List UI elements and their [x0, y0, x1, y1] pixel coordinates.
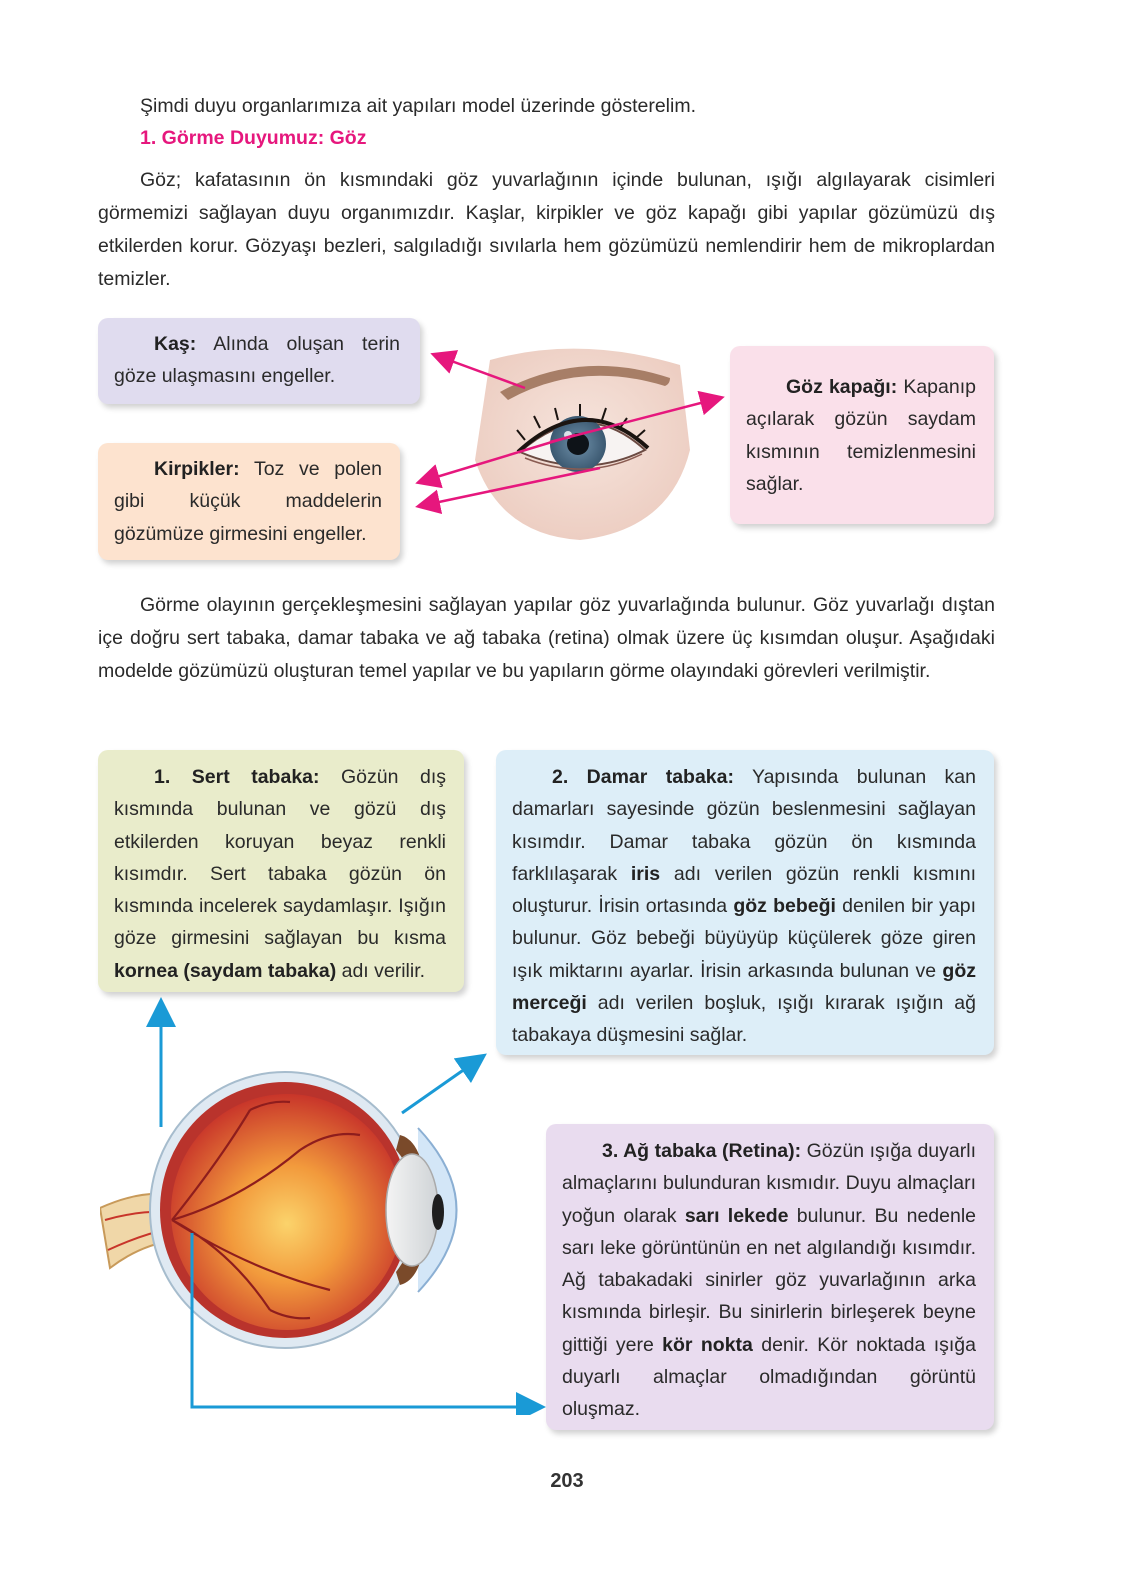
term-kirpikler: Kirpikler: — [154, 458, 240, 480]
term-goz-kapagi: Göz kapağı: — [786, 376, 898, 398]
box-ag-tabaka: 3. Ağ tabaka (Retina): Gözün ışığa duyarlı almaçlarını bulunduran kısmıdır. Duyu almaçları yoğun olarak sarı lekede bulunur. Bu nedenle sarı leke görüntünün en net algılandığı kısımdır. Ağ tabakadaki sinirler göz yuvarlağının arka kısmında birleşir. Bu sinirlerin birleşerek beyne gittiği yere kör nokta denir. Kör noktada ışığa duyarlı almaçlar olmadığından görüntü oluşmaz. — [546, 1124, 994, 1430]
box-sert-tabaka: 1. Sert tabaka: Gözün dış kısmında bulunan ve gözü dış etkilerden koruyan beyaz renkli kısımdır. Sert tabaka gözün ön kısmında incelerek saydamlaşır. Işığın göze girmesini sağlayan bu kısma kornea (saydam tabaka) adı verilir. — [98, 750, 464, 992]
blue-arrows — [140, 995, 550, 1415]
arrow-goz-kapagi — [550, 398, 720, 442]
term-kas: Kaş: — [154, 333, 197, 355]
pink-arrows — [410, 340, 740, 520]
term-sert: 1. Sert tabaka: — [154, 766, 320, 788]
arrow-ag-tabaka — [192, 1233, 540, 1407]
page-number: 203 — [550, 1470, 584, 1492]
term-damar: 2. Damar tabaka: — [552, 766, 734, 788]
box-kas: Kaş: Alında oluşan terin göze ulaşmasını engeller. — [98, 318, 420, 404]
intro-text: Şimdi duyu organlarımıza ait yapıları model üzerinde gösterelim. — [140, 95, 697, 117]
term-ag: 3. Ağ tabaka (Retina): — [602, 1140, 802, 1162]
box-kirpikler: Kirpikler: Toz ve polen gibi küçük maddelerin gözümüze girmesini engeller. — [98, 443, 400, 560]
paragraph-eyeball-layers: Görme olayının gerçekleşmesini sağlayan yapılar göz yuvarlağında bulunur. Göz yuvarlağı dıştan içe doğru sert tabaka, damar tabaka ve ağ tabaka (retina) olmak üzere üç kısımdan oluşur. Aşağıdaki modelde gözümüzü oluşturan temel yapılar ve bu yapıların görme olayındaki görevleri verilmiştir. — [98, 594, 995, 682]
paragraph-eye-definition: Göz; kafatasının ön kısmındaki göz yuvarlağının içinde bulunan, ışığı algılayarak cisimleri görmemizi sağlayan duyu organımızdır. Kaşlar, kirpikler ve göz kapağı gibi yapılar gözümüzü dış etkilerden korur. Gözyaşı bezleri, salgıladığı sıvılarla hem gözümüzü nemlendirir hem de mikroplardan temizler. — [98, 169, 995, 290]
section-heading: 1. Görme Duyumuz: Göz — [140, 127, 367, 149]
box-damar-tabaka: 2. Damar tabaka: Yapısında bulunan kan damarları sayesinde gözün beslenmesini sağlayan kısımdır. Damar tabaka gözün ön kısmında farklılaşarak iris adı verilen gözün renkli kısmını oluşturur. İrisin ortasında göz bebeği denilen bir yapı bulunur. Göz bebeği büyüyüp küçülerek göze giren ışık miktarını ayarlar. İrisin arkasında bulunan ve göz merceği adı verilen boşluk, ışığı kırarak ışığın ağ tabakaya düşmesini sağlar. — [496, 750, 994, 1055]
arrow-kas — [435, 355, 525, 388]
box-goz-kapagi: Göz kapağı: Kapanıp açılarak gözün saydam kısmının temizlenmesini sağlar. — [730, 346, 994, 524]
arrow-damar-tabaka — [402, 1057, 482, 1113]
